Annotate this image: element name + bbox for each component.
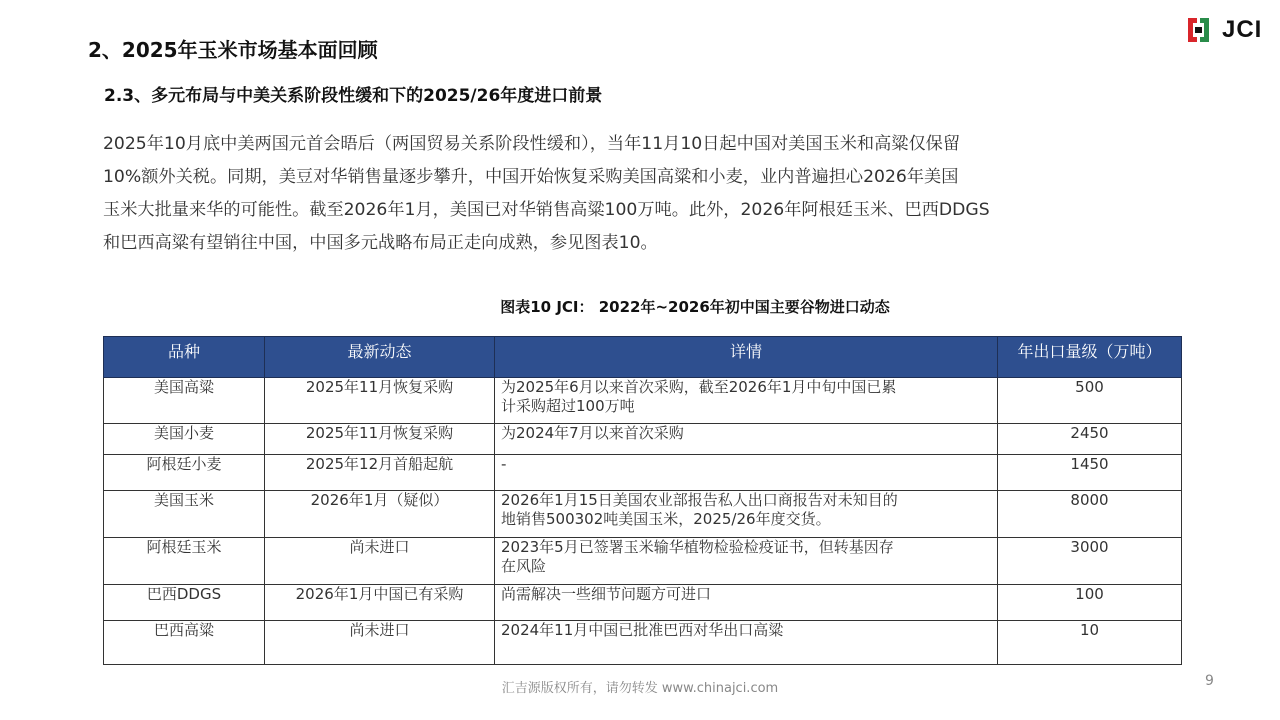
paragraph-line: 10%额外关税。同期，美豆对华销售量逐步攀升，中国开始恢复采购美国高粱和小麦，业内普遍担心2026年美国 xyxy=(103,167,959,187)
cell-status: 2025年11月恢复采购 xyxy=(265,378,495,424)
paragraph-line: 玉米大批量来华的可能性。截至2026年1月，美国已对华销售高粱100万吨。此外，2026年阿根廷玉米、巴西DDGS xyxy=(103,200,990,220)
paragraph-line: 2025年10月底中美两国元首会晤后（两国贸易关系阶段性缓和），当年11月10日起中国对美国玉米和高粱仅保留 xyxy=(103,134,961,154)
cell-status: 2025年11月恢复采购 xyxy=(265,424,495,455)
cell-detail xyxy=(495,424,998,455)
cell-status: 2025年12月首船起航 xyxy=(265,455,495,491)
cell-variety: 阿根廷小麦 xyxy=(104,455,265,491)
cell-status: 2026年1月（疑似） xyxy=(265,491,495,538)
cell-volume: 1450 xyxy=(998,455,1182,491)
detail-line: 2023年5月已签署玉米输华植物检验检疫证书，但转基因存 xyxy=(501,538,894,556)
cell-detail xyxy=(495,621,998,665)
table-row xyxy=(104,378,1182,424)
page-number: 9 xyxy=(1205,673,1214,689)
section-title: 2、2025年玉米市场基本面回顾 xyxy=(88,38,378,62)
detail-line: 为2024年7月以来首次采购 xyxy=(501,424,684,442)
copyright-footer: 汇吉源版权所有，请勿转发 www.chinajci.com xyxy=(501,681,779,696)
detail-line: 2024年11月中国已批准巴西对华出口高粱 xyxy=(501,621,784,639)
grain-import-table xyxy=(103,336,1182,665)
table-row xyxy=(104,424,1182,455)
cell-detail xyxy=(495,455,998,491)
table-header-row xyxy=(104,337,1182,378)
cell-detail xyxy=(495,491,998,538)
cell-variety: 美国小麦 xyxy=(104,424,265,455)
cell-volume: 100 xyxy=(998,585,1182,621)
table-row xyxy=(104,585,1182,621)
detail-line: 地销售500302吨美国玉米，2025/26年度交货。 xyxy=(501,510,831,528)
detail-line: 计采购超过100万吨 xyxy=(501,397,635,415)
table-row xyxy=(104,621,1182,665)
logo-text: JCI xyxy=(1222,16,1263,43)
cell-status: 尚未进口 xyxy=(265,538,495,585)
cell-volume: 10 xyxy=(998,621,1182,665)
cell-volume: 500 xyxy=(998,378,1182,424)
cell-volume: 8000 xyxy=(998,491,1182,538)
jci-bracket-logo-icon xyxy=(1186,16,1216,44)
subsection-title: 2.3、多元布局与中美关系阶段性缓和下的2025/26年度进口前景 xyxy=(104,86,603,106)
cell-status: 2026年1月中国已有采购 xyxy=(265,585,495,621)
cell-detail xyxy=(495,378,998,424)
table-row xyxy=(104,455,1182,491)
detail-line: 在风险 xyxy=(501,557,547,575)
header-status: 最新动态 xyxy=(265,337,495,378)
detail-line: 尚需解决一些细节问题方可进口 xyxy=(501,585,712,603)
cell-volume: 3000 xyxy=(998,538,1182,585)
header-variety: 品种 xyxy=(104,337,265,378)
intro-paragraph xyxy=(103,128,1183,260)
cell-variety: 巴西DDGS xyxy=(104,585,265,621)
detail-line: 为2025年6月以来首次采购，截至2026年1月中旬中国已累 xyxy=(501,378,897,396)
detail-line: 2026年1月15日美国农业部报告私人出口商报告对未知目的 xyxy=(501,491,898,509)
cell-detail xyxy=(495,538,998,585)
cell-volume: 2450 xyxy=(998,424,1182,455)
cell-variety: 美国高粱 xyxy=(104,378,265,424)
table-row xyxy=(104,491,1182,538)
table-row xyxy=(104,538,1182,585)
cell-status: 尚未进口 xyxy=(265,621,495,665)
paragraph-line: 和巴西高粱有望销往中国，中国多元战略布局正走向成熟，参见图表10。 xyxy=(103,233,658,253)
table-caption: 图表10 JCI： 2022年~2026年初中国主要谷物进口动态 xyxy=(500,298,890,316)
detail-line: - xyxy=(501,455,507,473)
cell-detail xyxy=(495,585,998,621)
cell-variety: 巴西高粱 xyxy=(104,621,265,665)
cell-variety: 阿根廷玉米 xyxy=(104,538,265,585)
header-volume: 年出口量级（万吨） xyxy=(998,337,1182,378)
header-detail: 详情 xyxy=(495,337,998,378)
cell-variety: 美国玉米 xyxy=(104,491,265,538)
jci-logo xyxy=(1186,16,1266,44)
